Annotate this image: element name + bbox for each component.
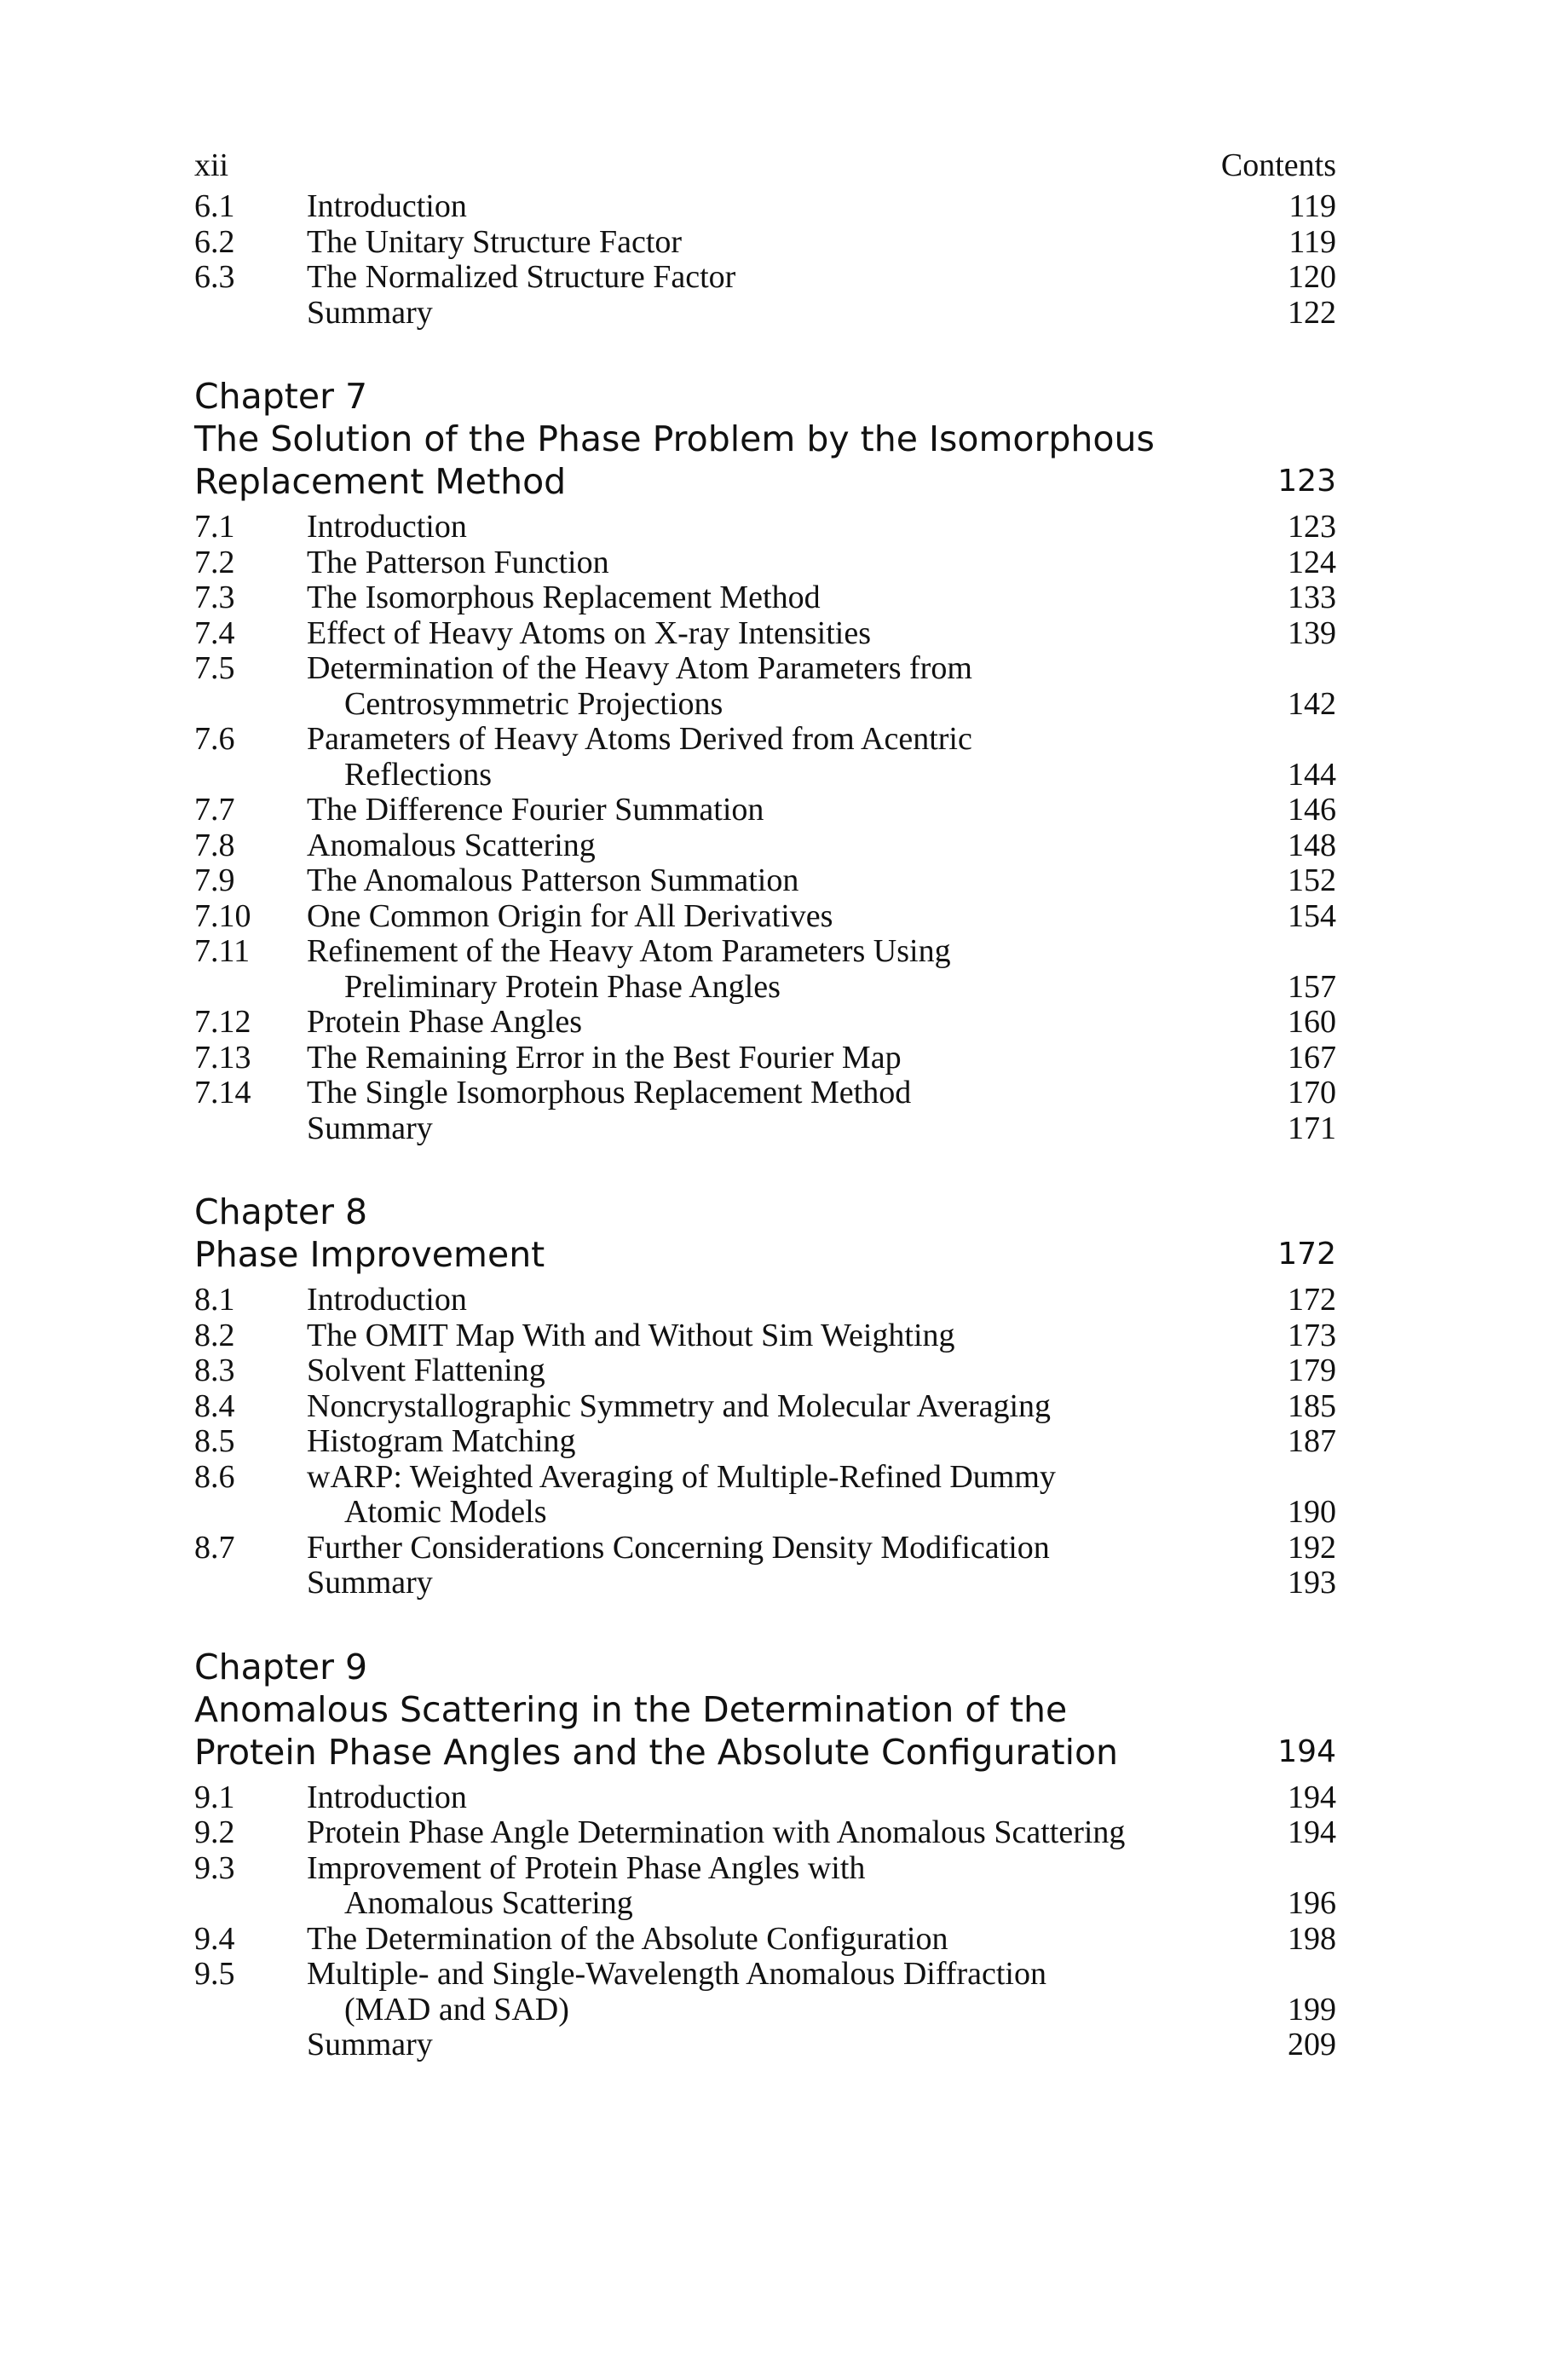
toc-page — [194, 147, 1336, 2063]
toc-entry[interactable] — [194, 1780, 1336, 1816]
entry-title: Introduction — [307, 188, 467, 224]
page-number: 185 — [1288, 1387, 1336, 1424]
chapter-title-line: Phase Improvement — [194, 1234, 545, 1275]
entry-title: One Common Origin for All Derivatives — [307, 897, 833, 934]
chapter-7-heading[interactable] — [194, 375, 1336, 503]
toc-entry[interactable] — [194, 1460, 1336, 1496]
section-6-entries — [194, 189, 1336, 331]
section-number: 7.5 — [194, 650, 235, 686]
chapter-7-entries — [194, 510, 1336, 1146]
entry-title: Solvent Flattening — [307, 1353, 545, 1388]
section-number: 8.5 — [194, 1423, 235, 1459]
section-number: 7.13 — [194, 1039, 251, 1076]
toc-entry[interactable] — [194, 1353, 1336, 1389]
chapter-9-heading[interactable] — [194, 1646, 1336, 1774]
section-number: 7.12 — [194, 1004, 251, 1040]
chapter-title-line: Protein Phase Angles and the Absolute Configuration — [194, 1731, 1119, 1773]
page-number: 209 — [1288, 2027, 1336, 2062]
chapter-page-number: 172 — [1277, 1237, 1336, 1272]
toc-entry[interactable] — [194, 1851, 1336, 1887]
page-number: 196 — [1288, 1885, 1336, 1921]
entry-title: Refinement of the Heavy Atom Parameters Using — [307, 933, 951, 969]
page-number: 144 — [1288, 756, 1336, 793]
page-number: 119 — [1288, 223, 1336, 260]
section-number: 7.6 — [194, 721, 235, 757]
page-number: 157 — [1288, 968, 1336, 1005]
section-number: 9.4 — [194, 1920, 235, 1957]
page-number: 139 — [1288, 614, 1336, 651]
toc-entry[interactable] — [194, 1005, 1336, 1041]
section-number: 8.1 — [194, 1282, 235, 1318]
running-title: Contents — [1220, 147, 1336, 183]
page-folio: xii — [194, 147, 229, 183]
entry-title-continuation: Reflections — [344, 756, 493, 793]
section-number: 8.6 — [194, 1458, 235, 1495]
chapter-page-number: 194 — [1277, 1733, 1336, 1769]
entry-title: Summary — [307, 2027, 433, 2062]
page-number: 193 — [1288, 1565, 1336, 1601]
section-number: 7.14 — [194, 1075, 251, 1110]
toc-entry[interactable] — [194, 1111, 1336, 1147]
chapter-label: Chapter 7 — [194, 376, 368, 417]
entry-title: The Normalized Structure Factor — [307, 259, 736, 295]
page-number: 152 — [1288, 862, 1336, 898]
toc-entry-continuation[interactable] — [194, 1495, 1336, 1531]
section-number: 7.2 — [194, 544, 235, 580]
toc-entry[interactable] — [194, 651, 1336, 687]
entry-title: Effect of Heavy Atoms on X-ray Intensities — [307, 614, 872, 651]
entry-title: Summary — [307, 1565, 433, 1601]
entry-title-continuation: Preliminary Protein Phase Angles — [344, 968, 781, 1005]
toc-entry[interactable] — [194, 1318, 1336, 1354]
running-head — [194, 147, 1336, 189]
toc-entry[interactable] — [194, 225, 1336, 261]
page-number: 148 — [1288, 827, 1336, 863]
toc-entry-continuation[interactable] — [194, 687, 1336, 723]
toc-entry[interactable] — [194, 616, 1336, 652]
entry-title: The OMIT Map With and Without Sim Weighting — [307, 1317, 955, 1353]
chapter-9-entries — [194, 1780, 1336, 2063]
chapter-page-number: 123 — [1277, 464, 1336, 499]
toc-entry[interactable] — [194, 1283, 1336, 1318]
entry-title: Noncrystallographic Symmetry and Molecular Averaging — [307, 1387, 1052, 1424]
toc-entry[interactable] — [194, 1815, 1336, 1851]
page-number: 187 — [1288, 1423, 1336, 1459]
toc-entry-continuation[interactable] — [194, 970, 1336, 1006]
section-number: 7.4 — [194, 614, 235, 651]
section-number: 7.11 — [194, 933, 251, 969]
page-number: 154 — [1288, 897, 1336, 934]
toc-entry[interactable] — [194, 2028, 1336, 2063]
page-number: 167 — [1288, 1039, 1336, 1076]
toc-entry[interactable] — [194, 1531, 1336, 1566]
section-number: 8.2 — [194, 1317, 235, 1353]
entry-title: Parameters of Heavy Atoms Derived from Acentric — [307, 721, 972, 757]
entry-title: Summary — [307, 1110, 433, 1146]
section-number: 9.1 — [194, 1779, 235, 1815]
page-number: 198 — [1288, 1920, 1336, 1957]
toc-entry-continuation[interactable] — [194, 1993, 1336, 2028]
toc-entry[interactable] — [194, 1566, 1336, 1601]
page-number: 171 — [1288, 1110, 1336, 1146]
entry-title: The Determination of the Absolute Configuration — [307, 1920, 948, 1957]
toc-entry-continuation[interactable] — [194, 758, 1336, 793]
entry-title: Determination of the Heavy Atom Parameters from — [307, 650, 972, 686]
section-number: 7.9 — [194, 862, 235, 898]
toc-entry[interactable] — [194, 1076, 1336, 1111]
page-number: 190 — [1288, 1494, 1336, 1530]
chapter-title-line: Replacement Method — [194, 461, 567, 502]
entry-title: The Difference Fourier Summation — [307, 792, 764, 828]
section-number: 7.7 — [194, 792, 235, 828]
page-number: 146 — [1288, 792, 1336, 828]
page-number: 133 — [1288, 580, 1336, 615]
page-number: 119 — [1288, 188, 1336, 224]
entry-title: The Unitary Structure Factor — [307, 223, 683, 260]
page-number: 122 — [1288, 294, 1336, 331]
entry-title: The Anomalous Patterson Summation — [307, 862, 799, 898]
entry-title: Introduction — [307, 1779, 467, 1815]
toc-entry[interactable] — [194, 1424, 1336, 1460]
toc-entry[interactable] — [194, 1922, 1336, 1958]
entry-title: The Single Isomorphous Replacement Method — [307, 1075, 912, 1110]
entry-title: The Patterson Function — [307, 544, 609, 580]
chapter-8-entries — [194, 1283, 1336, 1601]
toc-entry[interactable] — [194, 793, 1336, 828]
chapter-title-line: The Solution of the Phase Problem by the Isomorphous — [194, 418, 1155, 459]
page-number: 194 — [1288, 1814, 1336, 1850]
page-number: 179 — [1288, 1353, 1336, 1388]
toc-entry[interactable] — [194, 1041, 1336, 1076]
entry-title-continuation: Centrosymmetric Projections — [344, 685, 723, 722]
page-number: 194 — [1288, 1779, 1336, 1815]
entry-title: Further Considerations Concerning Density Modification — [307, 1529, 1050, 1566]
toc-entry[interactable] — [194, 1389, 1336, 1425]
entry-title: Introduction — [307, 1282, 467, 1318]
toc-entry[interactable] — [194, 545, 1336, 581]
chapter-title-line: Anomalous Scattering in the Determination of the — [194, 1688, 1068, 1730]
toc-entry-continuation[interactable] — [194, 1886, 1336, 1922]
entry-title: Protein Phase Angles — [307, 1004, 582, 1040]
toc-entry[interactable] — [194, 934, 1336, 970]
page-number: 170 — [1288, 1075, 1336, 1110]
toc-entry[interactable] — [194, 1957, 1336, 1993]
entry-title: Histogram Matching — [307, 1423, 576, 1459]
toc-entry[interactable] — [194, 899, 1336, 935]
entry-title-continuation: Atomic Models — [344, 1494, 547, 1530]
chapter-label: Chapter 9 — [194, 1646, 368, 1687]
section-number: 6.3 — [194, 259, 235, 295]
entry-title: Improvement of Protein Phase Angles with — [307, 1849, 866, 1886]
entry-title: Summary — [307, 294, 433, 331]
section-number: 9.2 — [194, 1814, 235, 1850]
chapter-label: Chapter 8 — [194, 1191, 368, 1232]
entry-title: The Remaining Error in the Best Fourier Map — [307, 1039, 902, 1076]
page-number: 192 — [1288, 1529, 1336, 1566]
section-number: 8.7 — [194, 1529, 235, 1566]
entry-title-continuation: (MAD and SAD) — [344, 1991, 569, 2028]
toc-entry[interactable] — [194, 260, 1336, 296]
section-number: 7.10 — [194, 897, 251, 934]
toc-entry[interactable] — [194, 189, 1336, 225]
toc-entry[interactable] — [194, 722, 1336, 758]
toc-entry[interactable] — [194, 580, 1336, 616]
toc-entry[interactable] — [194, 828, 1336, 864]
entry-title: The Isomorphous Replacement Method — [307, 580, 821, 615]
page-number: 120 — [1288, 259, 1336, 295]
entry-title: Protein Phase Angle Determination with Anomalous Scattering — [307, 1814, 1126, 1850]
section-number: 9.3 — [194, 1849, 235, 1886]
section-number: 8.4 — [194, 1387, 235, 1424]
page-number: 160 — [1288, 1004, 1336, 1040]
toc-entry[interactable] — [194, 510, 1336, 545]
page-number: 199 — [1288, 1991, 1336, 2028]
entry-title-continuation: Anomalous Scattering — [344, 1885, 633, 1921]
entry-title: Introduction — [307, 509, 467, 545]
toc-entry[interactable] — [194, 863, 1336, 899]
entry-title: Anomalous Scattering — [307, 827, 596, 863]
section-number: 9.5 — [194, 1956, 235, 1992]
page-number: 142 — [1288, 685, 1336, 722]
toc-entry[interactable] — [194, 296, 1336, 332]
section-number: 6.2 — [194, 223, 235, 260]
page-number: 172 — [1288, 1282, 1336, 1318]
page-number: 124 — [1288, 544, 1336, 580]
section-number: 7.3 — [194, 580, 235, 615]
section-number: 7.8 — [194, 827, 235, 863]
entry-title: wARP: Weighted Averaging of Multiple-Refined Dummy — [307, 1458, 1056, 1495]
section-number: 8.3 — [194, 1353, 235, 1388]
page-number: 173 — [1288, 1317, 1336, 1353]
section-number: 7.1 — [194, 509, 235, 545]
chapter-8-heading[interactable] — [194, 1191, 1336, 1276]
page-number: 123 — [1288, 509, 1336, 545]
entry-title: Multiple- and Single-Wavelength Anomalous Diffraction — [307, 1956, 1046, 1992]
section-number: 6.1 — [194, 188, 235, 224]
